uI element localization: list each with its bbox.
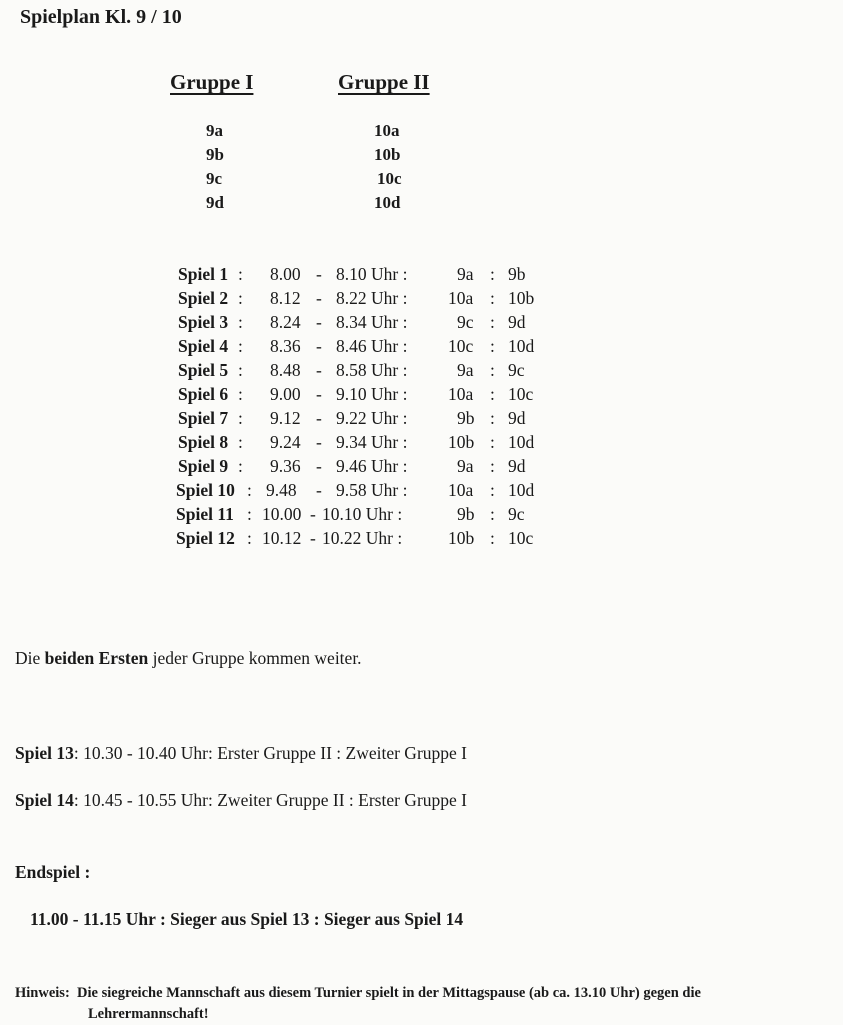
game-label: Spiel 3 (178, 312, 229, 332)
group-1-heading: Gruppe I (170, 70, 254, 94)
game-away: 10b (508, 288, 535, 308)
game-away: 10d (508, 480, 535, 500)
semifinal-2: Spiel 14: 10.45 - 10.55 Uhr: Zweiter Gruppe II : Erster Gruppe I (15, 790, 467, 810)
game-start: 9.00 (270, 384, 301, 404)
semifinal-1: Spiel 13: 10.30 - 10.40 Uhr: Erster Gruppe II : Zweiter Gruppe I (15, 743, 467, 763)
game-home: 10a (448, 288, 474, 308)
game-home: 9a (457, 264, 474, 284)
game-label: Spiel 7 (178, 408, 229, 428)
game-label: Spiel 6 (178, 384, 229, 404)
game-start: 8.24 (270, 312, 301, 332)
advance-note: Die beiden Ersten jeder Gruppe kommen weiter. (15, 648, 362, 668)
game-home: 10c (448, 336, 474, 356)
group-1-team: 9b (206, 145, 224, 164)
game-away: 9b (508, 264, 526, 284)
game-end: 10.10 Uhr : (322, 504, 403, 524)
game-label: Spiel 8 (178, 432, 229, 452)
game-end: 9.46 Uhr : (336, 456, 408, 476)
group-2-team: 10a (374, 121, 400, 140)
game-label: Spiel 11 (176, 504, 234, 524)
game-start: 9.36 (270, 456, 301, 476)
group-1-team: 9c (206, 169, 223, 188)
game-away: 9c (508, 360, 525, 380)
group-2-team: 10c (377, 169, 402, 188)
game-away: 10c (508, 384, 534, 404)
game-end: 8.46 Uhr : (336, 336, 408, 356)
game-end: 9.34 Uhr : (336, 432, 408, 452)
game-start: 8.36 (270, 336, 301, 356)
game-start: 8.12 (270, 288, 301, 308)
game-start: 9.24 (270, 432, 301, 452)
group-2-team: 10d (374, 193, 401, 212)
group-1-team: 9a (206, 121, 223, 140)
game-home: 9a (457, 360, 474, 380)
game-away: 9d (508, 408, 526, 428)
game-home: 9b (457, 408, 475, 428)
game-home: 10a (448, 384, 474, 404)
game-end: 8.22 Uhr : (336, 288, 408, 308)
game-end: 9.10 Uhr : (336, 384, 408, 404)
game-start: 10.12 (262, 528, 302, 548)
page-title: Spielplan Kl. 9 / 10 (20, 6, 182, 28)
game-end: 8.34 Uhr : (336, 312, 408, 332)
game-label: Spiel 9 (178, 456, 229, 476)
group-1-team: 9d (206, 193, 224, 212)
game-start: 9.48 (266, 480, 297, 500)
game-away: 10c (508, 528, 534, 548)
game-end: 8.10 Uhr : (336, 264, 408, 284)
game-end: 9.22 Uhr : (336, 408, 408, 428)
game-away: 10d (508, 336, 535, 356)
game-schedule: Spiel 1 : 8.00 - 8.10 Uhr : 9a : 9b Spiel 2 : 8.12 - 8.22 Uhr : 10a : 10b Spiel 3 : 8.24 - 8.34 Uhr : 9c : 9d Spiel 4 : 8.36 - 8.46 Uhr : 10c : 10d Spiel 5 : 8.48 - 8.58 Uhr : 9a : 9c Spiel 6 : 9.00 - 9.10 Uhr : 10a : 10c Spiel 7 : 9.12 - 9.22 Uhr : 9b : 9d Spiel 8 : 9.24 - 9.34 Uhr : 10b : 10d Spiel 9 : 9.36 - 9.46 Uhr : 9a : 9d Spiel 10 : 9.48 - 9.58 Uhr : 10a : 10d Spiel 11 : 10.00 - 10.10 Uhr : 9b : 9c Spiel 12 : 10.12 - 10.22 Uhr : 10b : 10c (176, 264, 535, 548)
game-end: 9.58 Uhr : (336, 480, 408, 500)
game-label: Spiel 5 (178, 360, 229, 380)
group-2-heading: Gruppe II (338, 70, 430, 94)
final-match: 11.00 - 11.15 Uhr : Sieger aus Spiel 13 : Sieger aus Spiel 14 (30, 909, 464, 929)
game-label: Spiel 4 (178, 336, 229, 356)
game-label: Spiel 2 (178, 288, 229, 308)
game-home: 9b (457, 504, 475, 524)
game-home: 9c (457, 312, 474, 332)
hint-note: Hinweis: Die siegreiche Mannschaft aus diesem Turnier spielt in der Mittagspause (ab ca. 13.10 Uhr) gegen die Lehrermannschaft! (15, 985, 701, 1022)
game-start: 10.00 (262, 504, 302, 524)
game-away: 9d (508, 456, 526, 476)
game-home: 10a (448, 480, 474, 500)
game-away: 10d (508, 432, 535, 452)
game-home: 10b (448, 432, 475, 452)
game-label: Spiel 12 (176, 528, 235, 548)
game-start: 8.00 (270, 264, 301, 284)
game-label: Spiel 10 (176, 480, 235, 500)
game-home: 9a (457, 456, 474, 476)
hint-label: Hinweis: (15, 985, 70, 1001)
semifinal-label: Spiel 13 (15, 743, 74, 763)
group-2-team: 10b (374, 145, 401, 164)
game-home: 10b (448, 528, 475, 548)
game-end: 10.22 Uhr : (322, 528, 403, 548)
game-away: 9d (508, 312, 526, 332)
game-away: 9c (508, 504, 525, 524)
game-label: Spiel 1 (178, 264, 229, 284)
game-end: 8.58 Uhr : (336, 360, 408, 380)
game-start: 8.48 (270, 360, 301, 380)
final-heading: Endspiel : (15, 862, 91, 882)
semifinal-label: Spiel 14 (15, 790, 74, 810)
game-start: 9.12 (270, 408, 301, 428)
